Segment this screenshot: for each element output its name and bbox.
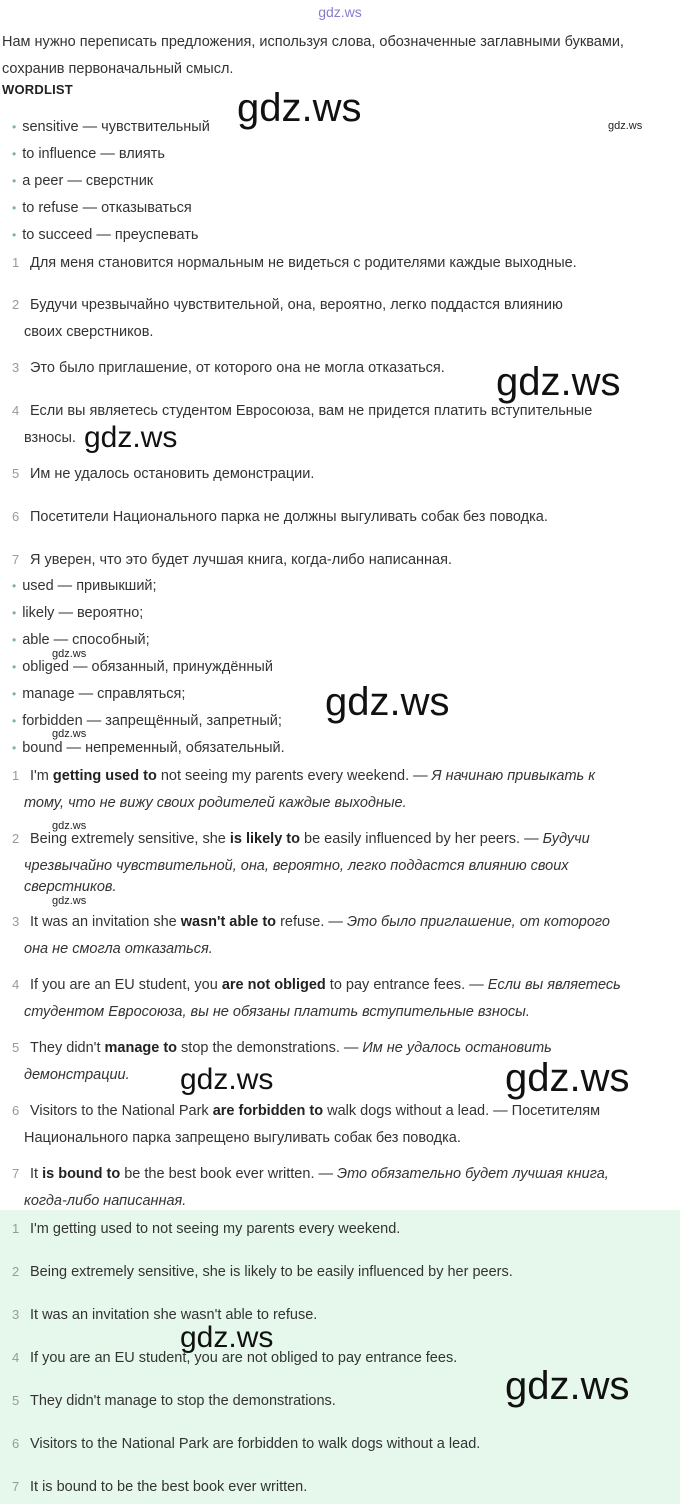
watermark: gdz.ws <box>505 1056 630 1100</box>
answer-item-cont: сверстников. <box>24 879 117 895</box>
bullet-icon: • <box>12 228 17 242</box>
bullet-icon: • <box>12 714 17 728</box>
wordlist-title: WORDLIST <box>2 82 73 97</box>
watermark: gdz.ws <box>180 1321 274 1354</box>
intro-text: Нам нужно переписать предложения, используя слова, обозначенные заглавными буквами, сохранив первоначальный смысл. <box>2 34 624 77</box>
vocab-item: • bound — непременный, обязательный. <box>12 740 285 756</box>
wordlist-item: • a peer — сверстник <box>12 173 154 189</box>
answer-item-cont: тому, что не вижу своих родителей каждые выходные. <box>24 795 407 811</box>
wordlist-item: • sensitive — чувствительный <box>12 119 210 135</box>
final-answer-item: 2 Being extremely sensitive, she is likely to be easily influenced by her peers. <box>12 1264 513 1280</box>
translation-item: 5 Им не удалось остановить демонстрации. <box>12 466 315 482</box>
site-link[interactable]: gdz.ws <box>318 4 362 20</box>
wordlist-item: • to influence — влиять <box>12 146 165 162</box>
answer-item: 3 It was an invitation she wasn't able to refuse. — Это было приглашение, от которого <box>12 914 610 930</box>
translation-item-cont: взносы. <box>24 430 76 446</box>
vocab-item: • likely — вероятно; <box>12 605 144 621</box>
translation-item: 6 Посетители Национального парка не должны выгуливать собак без поводка. <box>12 509 548 525</box>
answer-item: 7 It is bound to be the best book ever written. — Это обязательно будет лучшая книга, <box>12 1166 609 1182</box>
vocab-item: • forbidden — запрещённый, запретный; <box>12 713 282 729</box>
final-answer-item: 5 They didn't manage to stop the demonstrations. <box>12 1393 336 1409</box>
answer-item-cont: чрезвычайно чувствительной, она, вероятно, легко поддастся влиянию своих <box>24 858 569 874</box>
answer-item-cont: демонстрации. <box>24 1067 130 1083</box>
final-answer-item: 6 Visitors to the National Park are forbidden to walk dogs without a lead. <box>12 1436 481 1452</box>
watermark: gdz.ws <box>505 1364 630 1408</box>
bullet-icon: • <box>12 201 17 215</box>
watermark: gdz.ws <box>84 421 178 454</box>
bullet-icon: • <box>12 633 17 647</box>
watermark-small: gdz.ws <box>52 728 87 740</box>
vocab-item: • manage — справляться; <box>12 686 186 702</box>
watermark-small: gdz.ws <box>52 820 87 832</box>
answer-item: 4 If you are an EU student, you are not obliged to pay entrance fees. — Если вы являетесь <box>12 977 621 993</box>
final-answer-item: 1 I'm getting used to not seeing my parents every weekend. <box>12 1221 401 1237</box>
answer-item: 5 They didn't manage to stop the demonstrations. — Им не удалось остановить <box>12 1040 552 1056</box>
bullet-icon: • <box>12 120 17 134</box>
bullet-icon: • <box>12 687 17 701</box>
bullet-icon: • <box>12 606 17 620</box>
vocab-item: • able — способный; <box>12 632 150 648</box>
bullet-icon: • <box>12 174 17 188</box>
translation-item: 1 Для меня становится нормальным не видеться с родителями каждые выходные. <box>12 255 577 271</box>
answer-item: 2 Being extremely sensitive, she is likely to be easily influenced by her peers. — Будучи <box>12 831 590 847</box>
watermark: gdz.ws <box>237 86 362 130</box>
watermark: gdz.ws <box>496 360 621 404</box>
answer-item: 1 I'm getting used to not seeing my parents every weekend. — Я начинаю привыкать к <box>12 768 596 784</box>
bullet-icon: • <box>12 660 17 674</box>
translation-item: 3 Это было приглашение, от которого она не могла отказаться. <box>12 360 445 376</box>
translation-item: 4 Если вы являетесь студентом Евросоюза, вам не придется платить вступительные <box>12 403 593 419</box>
bullet-icon: • <box>12 741 17 755</box>
vocab-item: • used — привыкший; <box>12 578 157 594</box>
answer-item-cont: студентом Евросоюза, вы не обязаны платить вступительные взносы. <box>24 1004 530 1020</box>
final-answer-item: 4 If you are an EU student, you are not obliged to pay entrance fees. <box>12 1350 458 1366</box>
wordlist-item: • to refuse — отказываться <box>12 200 192 216</box>
translation-item-cont: своих сверстников. <box>24 324 154 340</box>
answer-item-cont: она не смогла отказаться. <box>24 941 213 957</box>
watermark: gdz.ws <box>325 680 450 724</box>
bullet-icon: • <box>12 579 17 593</box>
translation-item: 7 Я уверен, что это будет лучшая книга, когда-либо написанная. <box>12 552 452 568</box>
answer-item-cont: когда-либо написанная. <box>24 1193 187 1209</box>
final-answer-item: 3 It was an invitation she wasn't able to refuse. <box>12 1307 318 1323</box>
final-answer-item: 7 It is bound to be the best book ever written. <box>12 1479 308 1495</box>
wordlist-item: • to succeed — преуспевать <box>12 227 199 243</box>
watermark-small: gdz.ws <box>608 120 643 132</box>
watermark: gdz.ws <box>180 1063 274 1096</box>
answer-item-cont: Национального парка запрещено выгуливать собак без поводка. <box>24 1130 461 1146</box>
vocab-item: • obliged — обязанный, принуждённый <box>12 659 273 675</box>
answer-item: 6 Visitors to the National Park are forbidden to walk dogs without a lead. — Посетителям <box>12 1103 601 1119</box>
watermark-small: gdz.ws <box>52 895 87 907</box>
watermark-small: gdz.ws <box>52 648 87 660</box>
translation-item: 2 Будучи чрезвычайно чувствительной, она, вероятно, легко поддастся влиянию <box>12 297 563 313</box>
bullet-icon: • <box>12 147 17 161</box>
